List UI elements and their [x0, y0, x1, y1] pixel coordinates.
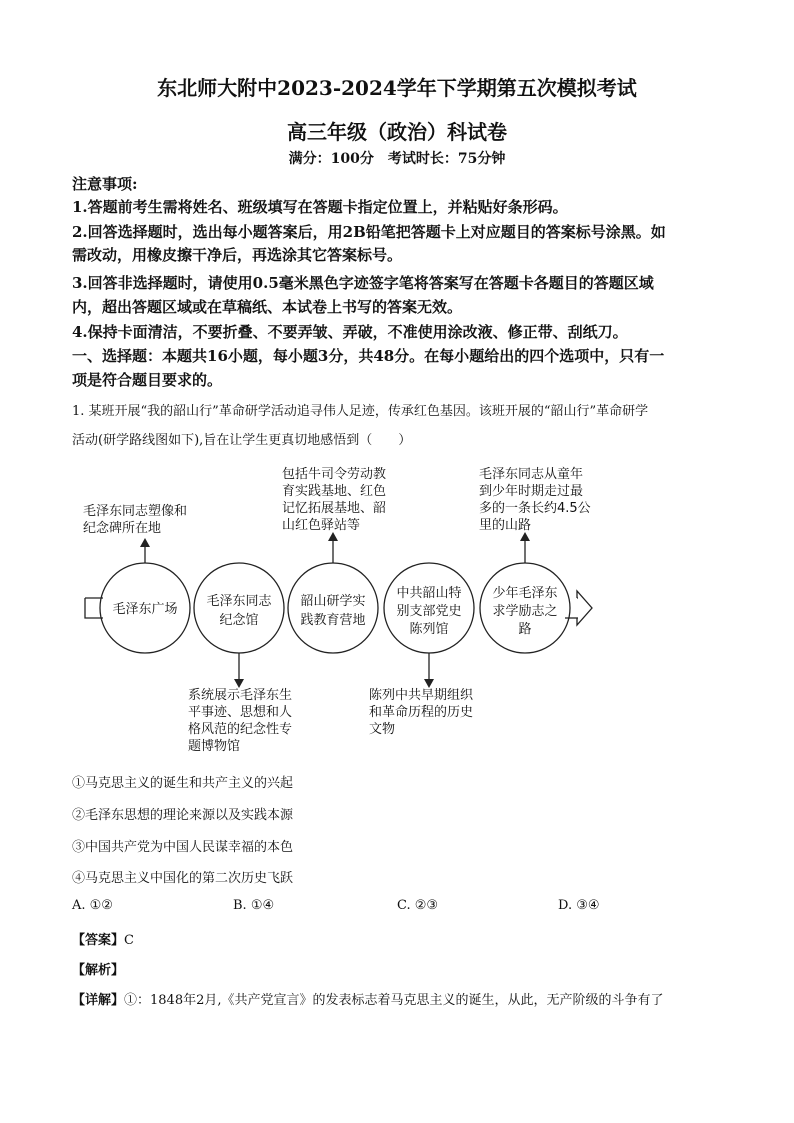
answer-line — [72, 929, 134, 948]
arrow-up-icon — [328, 532, 338, 541]
notice-line: 4.保持卡面清洁，不要折叠、不要弄皱、弄破，不准使用涂改液、修正带、刮纸刀。 — [72, 323, 628, 341]
callout-text: 山红色驿站等 — [282, 518, 361, 533]
exam-subtitle: 高三年级（政治）科试卷 — [287, 120, 507, 144]
node-label: 韶山研学实 — [300, 594, 366, 609]
answer-tag: 【答案】 — [72, 933, 125, 948]
callout-text: 格风范的纪念性专 — [188, 722, 293, 737]
node-label: 别支部党史 — [396, 604, 462, 619]
node-label: 陈列馆 — [409, 622, 449, 637]
callout-text: 和革命历程的历史 — [369, 705, 474, 720]
notice-heading: 注意事项: — [72, 175, 138, 193]
callout-text: 毛泽东同志从童年 — [479, 467, 584, 482]
notice-line: 内，超出答题区域或在草稿纸、本试卷上书写的答案无效。 — [72, 298, 463, 316]
callout-text: 系统展示毛泽东生 — [188, 688, 293, 703]
exam-meta: 满分：100分 考试时长：75分钟 — [288, 151, 506, 167]
callout-text: 题博物馆 — [188, 739, 241, 754]
notice-line: 2.回答选择题时，选出每小题答案后，用2B铅笔把答题卡上对应题目的答案标号涂黑。如 — [72, 223, 666, 241]
arrow-down-icon — [234, 679, 244, 688]
notice-line: 需改动，用橡皮擦干净后，再选涂其它答案标号。 — [72, 246, 403, 264]
callout-text: 陈列中共早期组织 — [369, 688, 474, 703]
callout-text: 记忆拓展基地、韶 — [282, 501, 387, 516]
node-label: 践教育营地 — [300, 613, 366, 628]
callout-text: 平事迹、思想和人 — [188, 705, 293, 720]
callout-text: 里的山路 — [479, 518, 532, 533]
callout-text: 育实践基地、红色 — [282, 484, 387, 499]
arrow-up-icon — [140, 538, 150, 547]
detail-line — [72, 989, 664, 1008]
node-label: 求学励志之 — [492, 604, 558, 619]
statement-3: ③中国共产党为中国人民谋幸福的本色 — [72, 840, 294, 855]
node-label: 中共韶山特 — [396, 586, 462, 601]
callout-text: 毛泽东同志塑像和 — [83, 504, 188, 519]
statement-2: ②毛泽东思想的理论来源以及实践本源 — [72, 808, 294, 823]
callout-text: 文物 — [369, 722, 396, 737]
analysis-line — [72, 959, 124, 978]
node-label: 少年毛泽东 — [492, 586, 558, 601]
node-label: 毛泽东广场 — [112, 602, 178, 617]
option-c: C. ②③ — [397, 898, 439, 913]
callout-text: 到少年时期走过最 — [479, 484, 584, 499]
section-heading: 一、选择题：本题共16小题，每小题3分，共48分。在每小题给出的四个选项中，只有一 — [72, 347, 665, 365]
node-label: 纪念馆 — [219, 613, 259, 628]
question-stem: 1. 某班开展“我的韶山行”革命研学活动追寻伟人足迹，传承红色基因。该班开展的“韶山行”革命研学 — [72, 404, 649, 419]
callout-text: 多的一条长约4.5公 — [479, 501, 591, 516]
option-d: D. ③④ — [558, 898, 600, 913]
detail-text: ①：1848年2月,《共产党宣言》的发表标志着马克思主义的诞生，从此，无产阶级的斗争有了 — [124, 993, 664, 1008]
section-heading-cont: 项是符合题目要求的。 — [72, 371, 223, 389]
exam-title: 东北师大附中2023-2024学年下学期第五次模拟考试 — [157, 76, 637, 100]
callout-text: 纪念碑所在地 — [83, 521, 162, 536]
analysis-tag: 【解析】 — [72, 963, 125, 978]
callout-text: 包括牛司令劳动教 — [282, 467, 387, 482]
node-label: 毛泽东同志 — [206, 594, 272, 609]
option-a: A. ①② — [72, 898, 113, 913]
notice-line: 1.答题前考生需将姓名、班级填写在答题卡指定位置上，并粘贴好条形码。 — [72, 198, 568, 216]
option-b: B. ①④ — [233, 898, 275, 913]
question-stem-cont: 活动(研学路线图如下),旨在让学生更真切地感悟到（ ） — [72, 433, 412, 448]
answer-value: C — [124, 933, 134, 948]
notice-line: 3.回答非选择题时，请使用0.5毫米黑色字迹签字笔将答案写在答题卡各题目的答题区域 — [72, 274, 654, 292]
statement-4: ④马克思主义中国化的第二次历史飞跃 — [72, 871, 294, 886]
detail-tag: 【详解】 — [72, 993, 125, 1008]
arrow-down-icon — [424, 679, 434, 688]
arrow-up-icon — [520, 532, 530, 541]
node-label: 路 — [518, 622, 532, 637]
band-arrowhead — [577, 591, 592, 625]
statement-1: ①马克思主义的诞生和共产主义的兴起 — [72, 776, 294, 791]
